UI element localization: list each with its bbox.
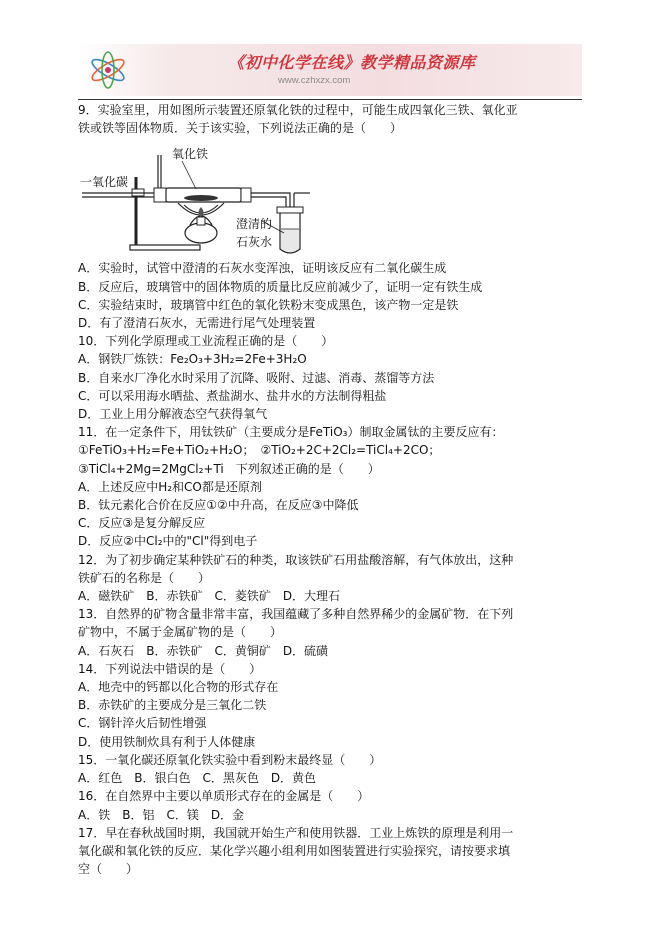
banner-url: www.czhxzx.com bbox=[278, 75, 351, 86]
q13-stem-line-1: 13．自然界的矿物含量非常丰富，我国蕴藏了多种自然界稀少的金属矿物．在下列 bbox=[78, 607, 514, 622]
banner-title: 《初中化学在线》教学精品资源库 bbox=[228, 53, 476, 72]
q10-option-d: D．工业上用分解液态空气获得氧气 bbox=[78, 407, 268, 422]
q17-stem-line-2: 氧化碳和氧化铁的反应．某化学兴趣小组利用如图装置进行实验探究，请按要求填 bbox=[78, 843, 511, 858]
apparatus-drawing bbox=[78, 137, 588, 259]
q16-options: A．铁 B．铝 C．镁 D．金 bbox=[78, 807, 245, 822]
q11-option-b: B．钛元素化合价在反应①②中升高，在反应③中降低 bbox=[78, 498, 359, 513]
q14-option-d: D．使用铁制炊具有利于人体健康 bbox=[78, 734, 256, 749]
q10-option-c: C．可以采用海水晒盐、煮盐湖水、盐井水的方法制得粗盐 bbox=[78, 388, 387, 403]
atom-logo-icon bbox=[86, 50, 130, 90]
q12-stem-line-1: 12．为了初步确定某种铁矿石的种类，取该铁矿石用盐酸溶解，有气体放出，这种 bbox=[78, 552, 514, 567]
header-divider bbox=[78, 99, 582, 100]
q11-stem: 11．在一定条件下，用钛铁矿（主要成分是FeTiO₃）制取金属钛的主要反应有： bbox=[78, 425, 504, 440]
q9-option-d: D．有了澄清石灰水，无需进行尾气处理装置 bbox=[78, 316, 316, 331]
label-iron-oxide: 氧化铁 bbox=[172, 147, 209, 162]
q10-option-b: B．自来水厂净化水时采用了沉降、吸附、过滤、消毒、蒸馏等方法 bbox=[78, 370, 435, 385]
q11-reactions-1: ①FeTiO₃+H₂=Fe+TiO₂+H₂O； ②TiO₂+2C+2Cl₂=TiCl₄+2CO； bbox=[78, 443, 441, 458]
header-banner bbox=[78, 44, 582, 96]
q14-stem: 14．下列说法中错误的是（ ） bbox=[78, 661, 262, 676]
q16-stem: 16．在自然界中主要以单质形式存在的金属是（ ） bbox=[78, 789, 370, 804]
q17-stem-line-3: 空（ ） bbox=[78, 862, 139, 877]
label-limewater-line-2: 石灰水 bbox=[236, 235, 273, 250]
q13-stem-line-2: 矿物中，不属于金属矿物的是（ ） bbox=[78, 625, 283, 640]
q15-stem: 15．一氧化碳还原氧化铁实验中看到粉末最终显（ ） bbox=[78, 752, 382, 767]
q9-option-c: C．实验结束时，玻璃管中红色的氧化铁粉末变成黑色，该产物一定是铁 bbox=[78, 297, 459, 312]
q11-option-a: A．上述反应中H₂和CO都是还原剂 bbox=[78, 479, 262, 494]
q9-option-a: A．实验时，试管中澄清的石灰水变浑浊，证明该反应有二氧化碳生成 bbox=[78, 261, 447, 276]
q14-option-b: B．赤铁矿的主要成分是三氧化二铁 bbox=[78, 698, 267, 713]
q15-options: A．红色 B．银白色 C．黑灰色 D．黄色 bbox=[78, 771, 317, 786]
q11-reactions-2: ③TiCl₄+2Mg=2MgCl₂+Ti 下列叙述正确的是（ ） bbox=[78, 461, 380, 476]
q10-option-a: A．钢铁厂炼铁：Fe₂O₃+3H₂=2Fe+3H₂O bbox=[78, 352, 307, 367]
label-carbon-monoxide: 一氧化碳 bbox=[80, 175, 129, 190]
label-limewater-line-1: 澄清的 bbox=[236, 217, 273, 232]
question-content bbox=[78, 101, 588, 878]
q9-option-b: B．反应后，玻璃管中的固体物质的质量比反应前减少了，证明一定有铁生成 bbox=[78, 279, 483, 294]
q12-stem-line-2: 铁矿石的名称是（ ） bbox=[78, 570, 211, 585]
q13-options: A．石灰石 B．赤铁矿 C．黄铜矿 D．硫磺 bbox=[78, 643, 329, 658]
q17-stem-line-1: 17．早在春秋战国时期，我国就开始生产和使用铁器．工业上炼铁的原理是利用一 bbox=[78, 825, 514, 840]
q9-apparatus-figure bbox=[78, 137, 588, 259]
q11-option-c: C．反应③是复分解反应 bbox=[78, 516, 206, 531]
q11-option-d: D．反应②中Cl₂中的"Cl"得到电子 bbox=[78, 534, 258, 549]
q9-stem-line-2: 铁或铁等固体物质．关于该实验，下列说法正确的是（ ） bbox=[78, 121, 403, 136]
q14-option-a: A．地壳中的钙都以化合物的形式存在 bbox=[78, 680, 279, 695]
q9-stem-line-1: 9．实验室里，用如图所示装置还原氧化铁的过程中，可能生成四氧化三铁、氧化亚 bbox=[78, 103, 518, 117]
q12-options: A．磁铁矿 B．赤铁矿 C．菱铁矿 D．大理石 bbox=[78, 589, 341, 604]
q14-option-c: C．钢针淬火后韧性增强 bbox=[78, 716, 207, 731]
q10-stem: 10．下列化学原理或工业流程正确的是（ ） bbox=[78, 334, 334, 349]
